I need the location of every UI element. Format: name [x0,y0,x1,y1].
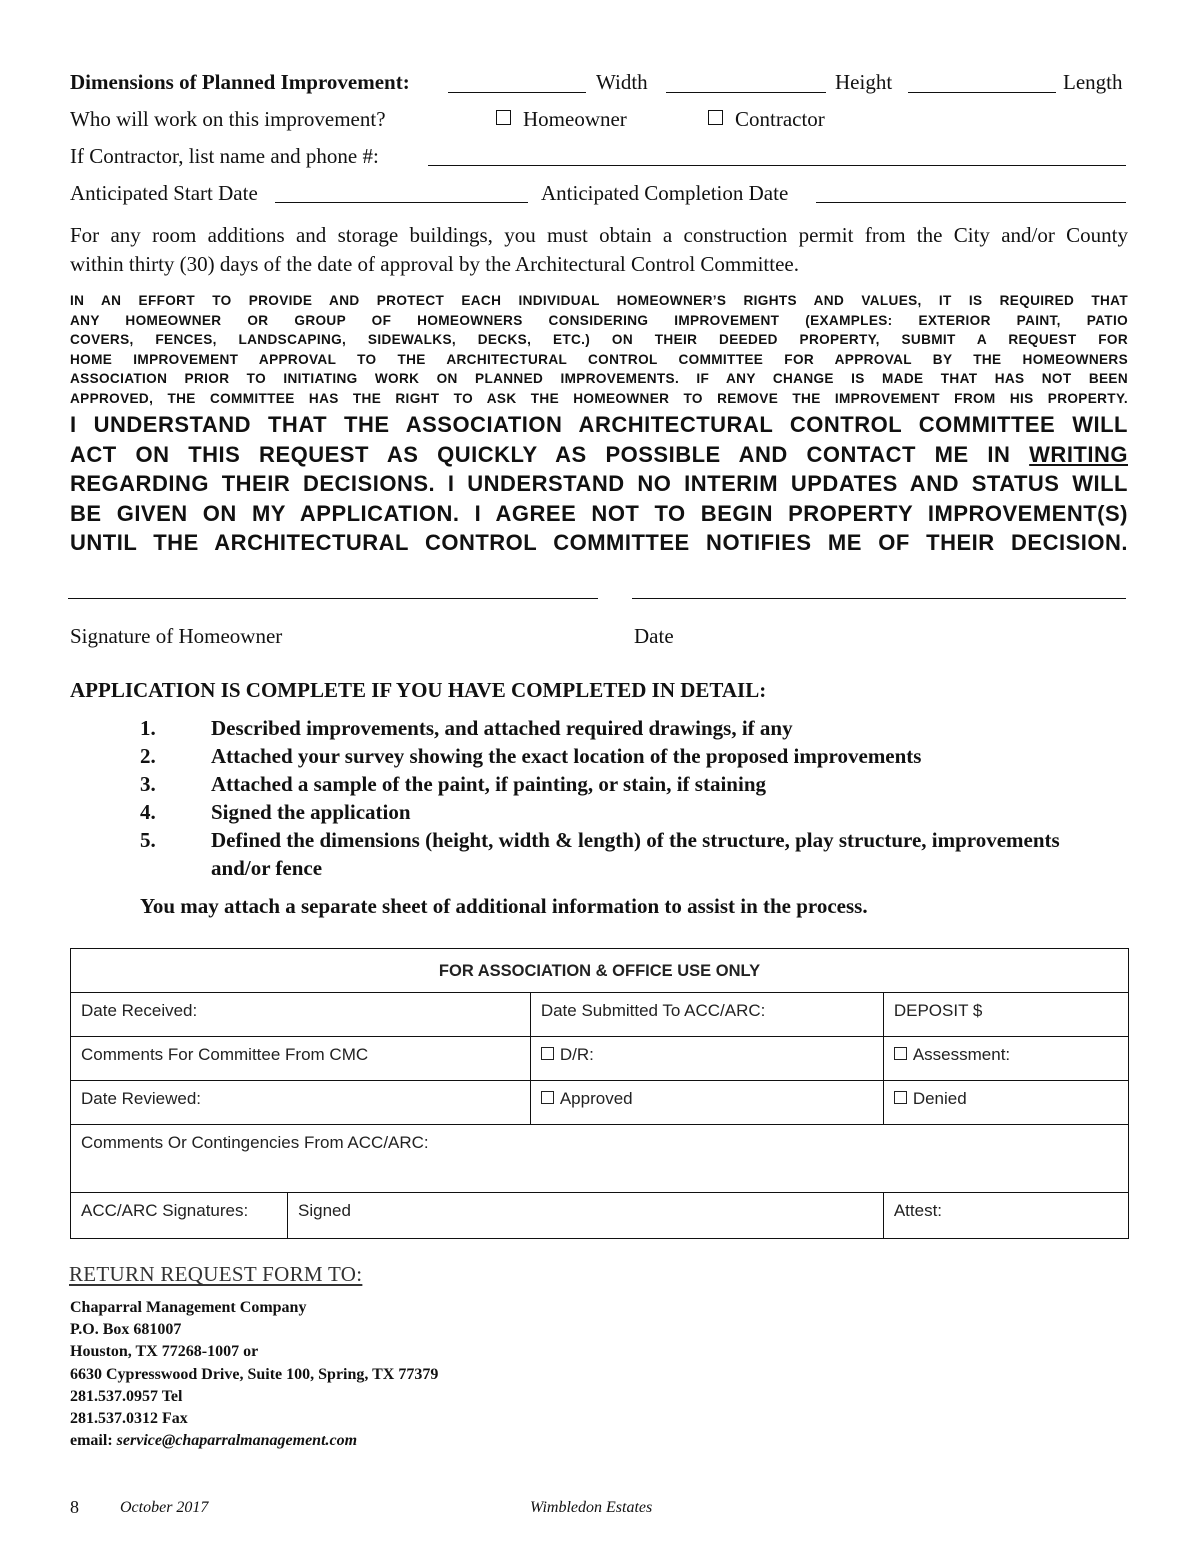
permit-notice-line-1: For any room additions and storage buildings, you must obtain a construction permit from the City and/or County [70,223,1128,247]
start-date-field[interactable] [275,202,528,203]
length-field[interactable] [908,92,1056,93]
return-heading: RETURN REQUEST FORM TO: [69,1262,363,1286]
return-email-row [70,1430,438,1452]
signature-field[interactable] [68,598,598,599]
understanding-statement [70,410,1128,558]
return-email-label: email: [70,1432,113,1450]
permit-notice-line-2: within thirty (30) days of the date of approval by the Architectural Control Committee. [70,252,799,276]
checklist-number: 4. [140,800,156,824]
approved-checkbox[interactable] [541,1091,554,1104]
checklist-number: 3. [140,772,156,796]
approved-label: Approved [559,1089,633,1108]
checklist-item: Attached your survey showing the exact location of the proposed improvements [211,744,922,768]
rights-notice-line: ASSOCIATION PRIOR TO INITIATING WORK ON PLANNED IMPROVEMENTS. IF ANY CHANGE IS MADE THAT HAS NOT BEEN [70,371,1128,387]
date-submitted-cell[interactable] [530,993,883,1037]
checklist-item-continuation: and/or fence [211,856,323,880]
rights-notice-line: ANY HOMEOWNER OR GROUP OF HOMEOWNERS CONSIDERING IMPROVEMENT (EXAMPLES: EXTERIOR PAINT, PATIO [70,312,1128,328]
denied-cell[interactable] [883,1081,1128,1125]
return-tel: 281.537.0957 Tel [70,1387,183,1405]
checklist-item: Described improvements, and attached required drawings, if any [211,716,793,740]
understanding-line-4: BE GIVEN ON MY APPLICATION. I AGREE NOT TO BEGIN PROPERTY IMPROVEMENT(S) [70,500,1128,526]
checklist-number: 5. [140,828,156,852]
checklist-number: 2. [140,744,156,768]
checklist-number: 1. [140,716,156,740]
dr-checkbox[interactable] [541,1047,554,1060]
signature-date-field[interactable] [632,598,1126,599]
checklist-note: You may attach a separate sheet of additional information to assist in the process. [140,894,868,918]
return-email-link[interactable]: service@chaparralmanagement.com [116,1432,358,1450]
start-date-label: Anticipated Start Date [70,181,258,205]
contractor-checkbox[interactable] [708,110,723,125]
return-street: 6630 Cypresswood Drive, Suite 100, Spring, TX 77379 [70,1365,439,1383]
height-field[interactable] [666,92,826,93]
footer-publication: Wimbledon Estates [530,1499,653,1516]
signed-cell[interactable] [288,1193,884,1239]
height-label: Height [835,70,893,94]
rights-notice-line: IN AN EFFORT TO PROVIDE AND PROTECT EACH INDIVIDUAL HOMEOWNER’S RIGHTS AND VALUES, IT IS REQUIRED THAT [70,293,1128,308]
homeowner-option[interactable] [496,107,627,132]
completion-date-label: Anticipated Completion Date [541,181,789,205]
checklist-item: Signed the application [211,800,411,824]
signature-date-label: Date [634,624,674,648]
return-fax: 281.537.0312 Fax [70,1410,188,1428]
contractor-option[interactable] [708,107,825,132]
rights-notice-line: APPROVED, THE COMMITTEE HAS THE RIGHT TO ASK THE HOMEOWNER TO REMOVE THE IMPROVEMENT FROM HIS PROPERTY. [70,390,1128,406]
assessment-checkbox[interactable] [894,1047,907,1060]
return-address [70,1297,438,1452]
dimensions-label: Dimensions of Planned Improvement: [70,70,410,94]
width-label: Width [596,70,648,94]
date-received-label: Date Received: [81,1001,198,1020]
date-submitted-label: Date Submitted To ACC/ARC: [540,1001,766,1020]
understanding-line-5: UNTIL THE ARCHITECTURAL CONTROL COMMITTEE NOTIFIES ME OF THEIR DECISION. [70,530,1128,556]
checklist-item: Attached a sample of the paint, if painting, or stain, if staining [211,772,766,796]
permit-notice [70,221,1128,279]
contractor-option-label: Contractor [735,107,825,131]
width-field[interactable] [448,92,586,93]
writing-emphasis: WRITING [1029,441,1128,467]
comments-acc-cell[interactable] [71,1125,1129,1193]
return-po-box: P.O. Box 681007 [70,1321,182,1339]
office-use-title-text: FOR ASSOCIATION & OFFICE USE ONLY [438,962,761,980]
return-company: Chaparral Management Company [70,1299,307,1316]
rights-notice-line: COVERS, FENCES, LANDSCAPING, SIDEWALKS, DECKS, ETC.) ON THEIR DEEDED PROPERTY, SUBMIT A REQUEST FOR [70,332,1128,348]
worker-question: Who will work on this improvement? [70,107,386,131]
signature-label: Signature of Homeowner [70,624,283,648]
assessment-label: Assessment: [912,1045,1011,1064]
comments-cmc-label: Comments For Committee From CMC [81,1045,369,1064]
office-use-title [71,949,1129,993]
checklist-heading: APPLICATION IS COMPLETE IF YOU HAVE COMPLETED IN DETAIL: [70,678,767,702]
understanding-line-3: REGARDING THEIR DECISIONS. I UNDERSTAND NO INTERIM UPDATES AND STATUS WILL [70,471,1128,497]
signatures-label: ACC/ARC Signatures: [81,1201,249,1220]
understanding-line-2 [70,440,1128,470]
return-city: Houston, TX 77268-1007 or [70,1343,259,1361]
homeowner-checkbox[interactable] [496,110,511,125]
homeowner-option-label: Homeowner [523,107,627,131]
deposit-cell[interactable] [883,993,1128,1037]
denied-checkbox[interactable] [894,1091,907,1104]
completion-date-field[interactable] [816,202,1126,203]
contractor-label: If Contractor, list name and phone #: [70,144,379,168]
date-reviewed-label: Date Reviewed: [81,1089,202,1108]
dr-cell[interactable] [530,1037,883,1081]
rights-notice [70,291,1128,409]
deposit-label: DEPOSIT $ [893,1001,983,1020]
footer-date: October 2017 [120,1499,209,1516]
signed-label: Signed [298,1201,351,1220]
approved-cell[interactable] [530,1081,883,1125]
understanding-line-2-text: ACT ON THIS REQUEST AS QUICKLY AS POSSIBLE AND CONTACT ME IN [70,441,1011,467]
footer-page-number: 8 [70,1497,79,1517]
rights-notice-line: HOME IMPROVEMENT APPROVAL TO THE ARCHITECTURAL CONTROL COMMITTEE FOR APPROVAL BY THE HOMEOWNERS [70,351,1128,367]
office-use-table [70,948,1129,1239]
date-received-cell[interactable] [71,993,531,1037]
length-label: Length [1063,70,1123,94]
checklist-item: Defined the dimensions (height, width & length) of the structure, play structure, improvements [211,828,1060,852]
contractor-field[interactable] [428,165,1126,166]
attest-cell[interactable] [883,1193,1128,1239]
date-reviewed-cell[interactable] [71,1081,531,1125]
comments-cmc-cell[interactable] [71,1037,531,1081]
comments-acc-label: Comments Or Contingencies From ACC/ARC: [81,1133,429,1152]
dr-label: D/R: [559,1045,594,1064]
attest-label: Attest: [893,1201,943,1220]
assessment-cell[interactable] [883,1037,1128,1081]
signatures-cell [71,1193,288,1239]
denied-label: Denied [912,1089,967,1108]
understanding-line-1: I UNDERSTAND THAT THE ASSOCIATION ARCHITECTURAL CONTROL COMMITTEE WILL [70,412,1128,437]
